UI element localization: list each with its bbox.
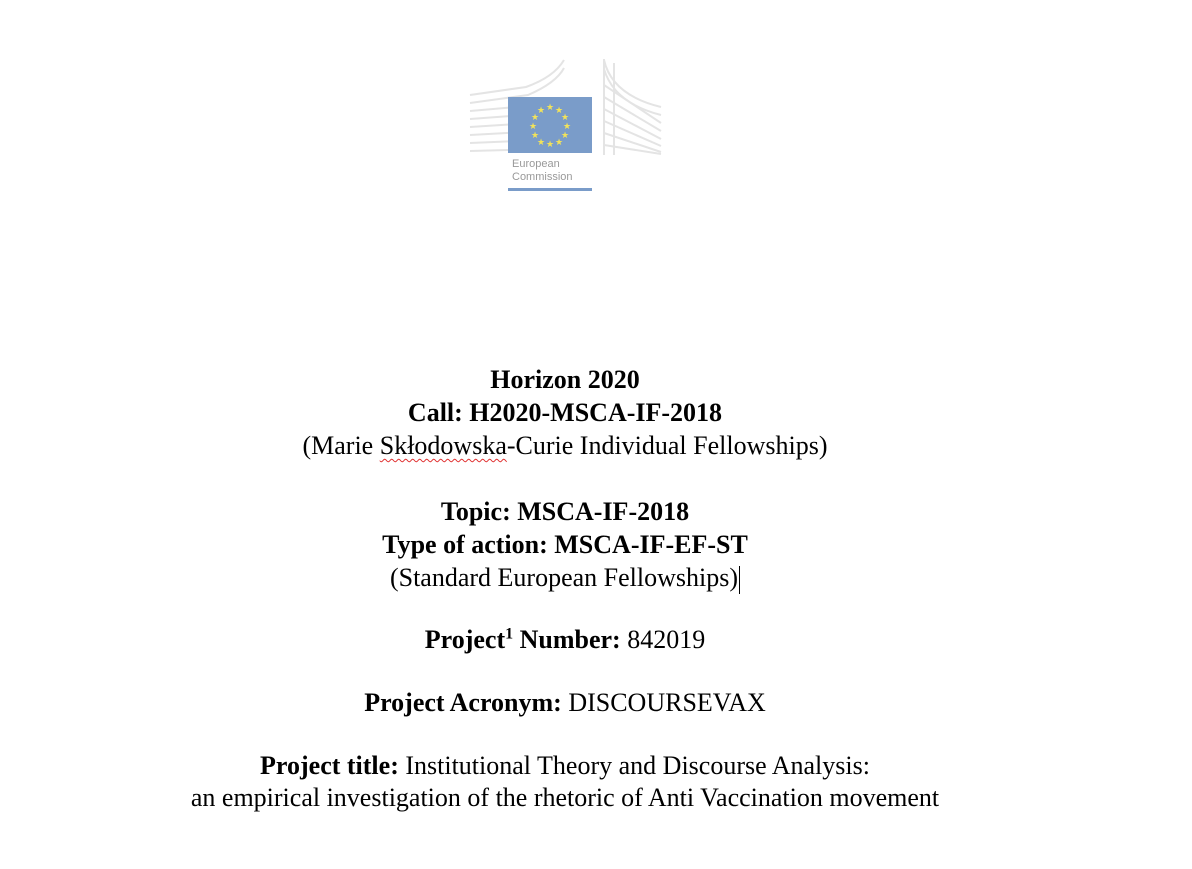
svg-text:★: ★ bbox=[554, 138, 564, 148]
svg-text:★: ★ bbox=[545, 140, 555, 150]
misspelled-word[interactable]: Skłodowska bbox=[379, 431, 507, 460]
logo-text-commission: Commission bbox=[512, 171, 573, 183]
svg-text:★: ★ bbox=[528, 122, 538, 132]
project-number: Project$^1$ Number: 842019 bbox=[424, 625, 706, 654]
footnote-ref[interactable]: 1 bbox=[505, 625, 514, 643]
call-subtitle: (Marie Skłodowska-Curie Individual Fellowships) bbox=[302, 431, 828, 460]
european-commission-logo bbox=[466, 55, 666, 195]
svg-text:★: ★ bbox=[530, 131, 540, 141]
text-cursor bbox=[739, 566, 740, 594]
action-subtitle: (Standard European Fellowships) bbox=[0, 563, 1130, 594]
project-acronym: Project Acronym: DISCOURSEVAX bbox=[364, 688, 766, 717]
svg-text:★: ★ bbox=[536, 106, 546, 116]
logo-text-european: European bbox=[512, 158, 560, 170]
svg-text:★: ★ bbox=[536, 138, 546, 148]
svg-text:★: ★ bbox=[554, 106, 564, 116]
svg-text:★: ★ bbox=[530, 113, 540, 123]
svg-text:★: ★ bbox=[562, 122, 572, 132]
svg-text:★: ★ bbox=[560, 113, 570, 123]
project-title-line2: an empirical investigation of the rhetoric of Anti Vaccination movement bbox=[190, 783, 940, 812]
topic-heading: Topic: MSCA-IF-2018 bbox=[440, 497, 690, 526]
svg-text:★: ★ bbox=[545, 103, 555, 113]
action-heading: Type of action: MSCA-IF-EF-ST bbox=[382, 530, 748, 559]
call-heading: Call: H2020-MSCA-IF-2018 bbox=[407, 398, 723, 427]
svg-text:★: ★ bbox=[560, 131, 570, 141]
project-title: Project title: Institutional Theory and Discourse Analysis: bbox=[260, 751, 870, 780]
programme-heading: Horizon 2020 bbox=[490, 365, 640, 394]
